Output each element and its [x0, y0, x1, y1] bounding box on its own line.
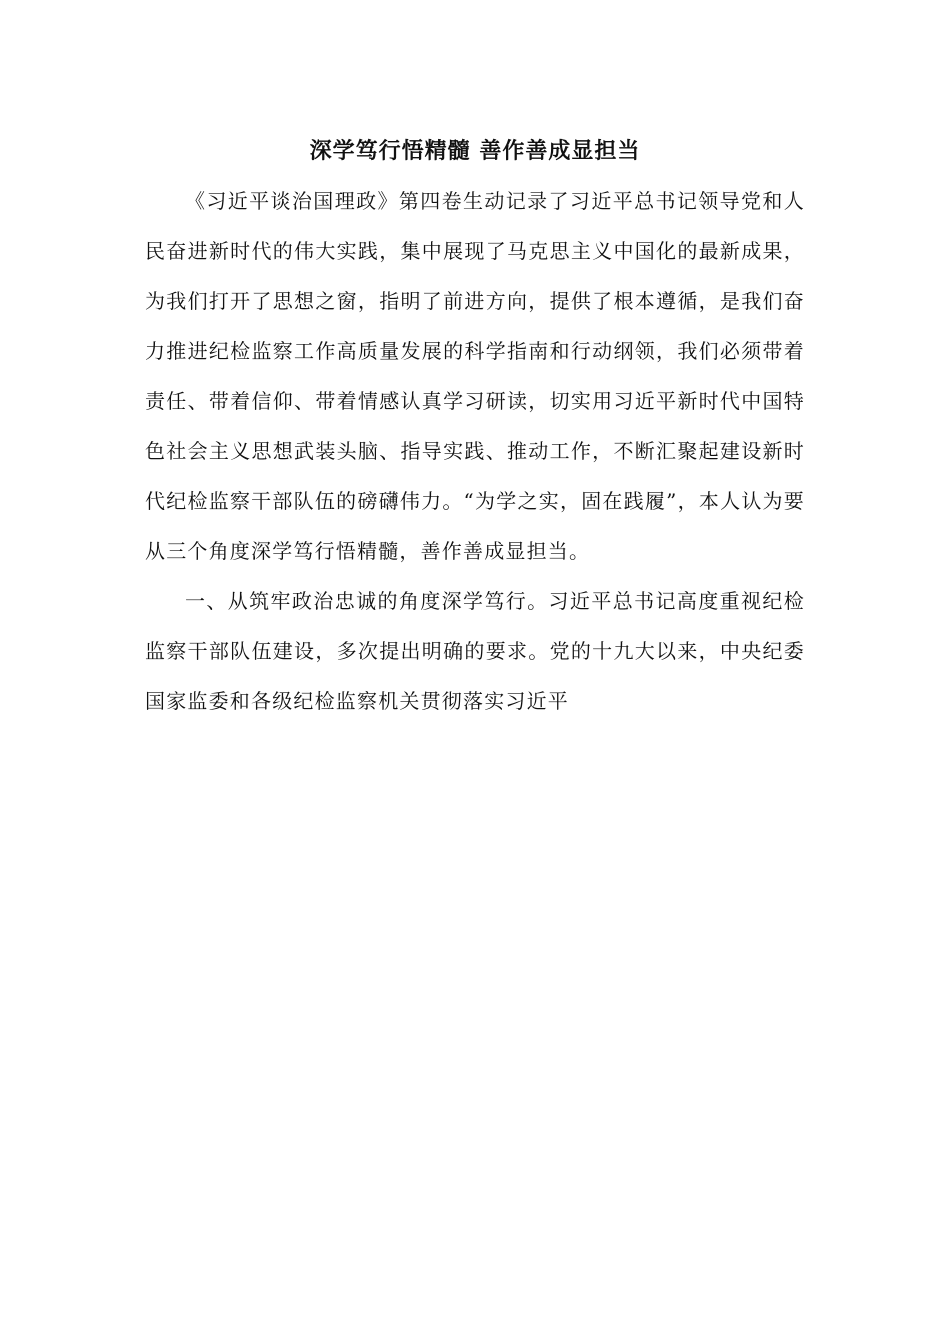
paragraph-intro: 《习近平谈治国理政》第四卷生动记录了习近平总书记领导党和人民奋进新时代的伟大实践，集中展现了马克思主义中国化的最新成果，为我们打开了思想之窗，指明了前进方向，提供了根本遵循，是我们奋力推进纪检监察工作高质量发展的科学指南和行动纲领，我们必须带着责任、带着信仰、带着情感认真学习研读，切实用习近平新时代中国特色社会主义思想武装头脑、指导实践、推动工作，不断汇聚起建设新时代纪检监察干部队伍的磅礴伟力。“为学之实，固在践履”，本人认为要从三个角度深学笃行悟精髓，善作善成显担当。	[145, 189, 805, 563]
document-body	[145, 176, 805, 726]
document-title: 深学笃行悟精髓 善作善成显担当	[309, 139, 641, 164]
paragraph-section-one: 一、从筑牢政治忠诚的角度深学笃行。习近平总书记高度重视纪检监察干部队伍建设，多次提出明确的要求。党的十九大以来，中央纪委国家监委和各级纪检监察机关贯彻落实习近平	[145, 589, 805, 713]
